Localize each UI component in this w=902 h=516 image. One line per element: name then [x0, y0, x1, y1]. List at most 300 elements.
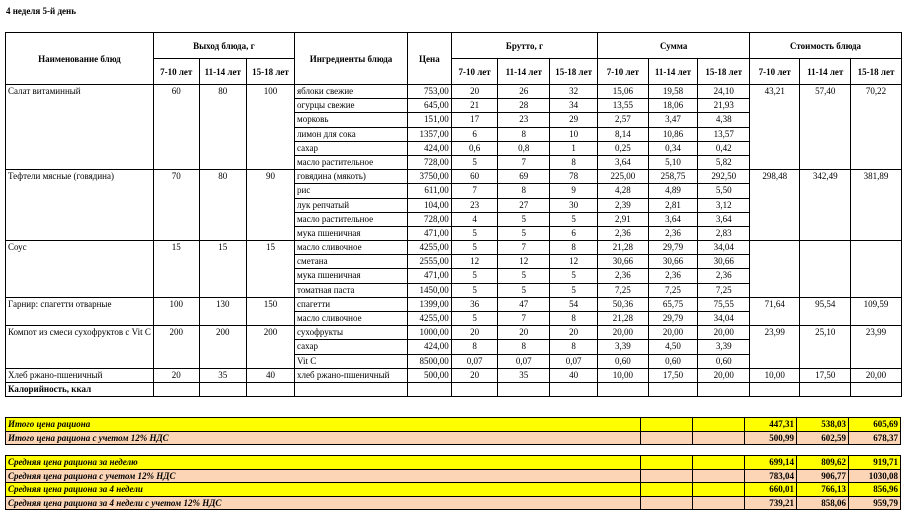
ingredient-name: морковь [295, 113, 408, 127]
sum-value: 21,28 [598, 312, 648, 326]
sum-value: 30,66 [698, 255, 750, 269]
brutto-value: 7 [498, 155, 550, 169]
brutto-value: 29 [550, 113, 598, 127]
dish-cost: 381,89 [851, 170, 902, 241]
ingredient-price: 728,00 [407, 212, 451, 226]
age-header: 7-10 лет [451, 59, 498, 85]
age-header: 11-14 лет [498, 59, 550, 85]
brutto-value: 30 [550, 198, 598, 212]
ingredient-price: 471,00 [407, 226, 451, 240]
ingredient-name: томатная паста [295, 283, 408, 297]
ingredient-name: говядина (мякоть) [295, 170, 408, 184]
dish-cost: 109,59 [851, 297, 902, 325]
dish-cost: 71,64 [750, 297, 800, 325]
empty-cell [698, 382, 750, 396]
summary-row [6, 496, 901, 510]
sum-value: 7,25 [648, 283, 698, 297]
dish-name: Тефтели мясные (говядина) [6, 170, 154, 241]
brutto-value: 54 [550, 297, 598, 311]
summary-value: 906,77 [797, 469, 849, 483]
dish-output: 200 [246, 326, 294, 369]
empty-cell [641, 469, 693, 483]
brutto-value: 5 [498, 226, 550, 240]
brutto-value: 6 [550, 226, 598, 240]
brutto-value: 0,6 [451, 141, 498, 155]
sum-value: 2,36 [648, 269, 698, 283]
dish-cost: 95,54 [800, 297, 851, 325]
empty-cell [797, 445, 849, 456]
brutto-value: 8 [498, 127, 550, 141]
sum-value: 17,50 [648, 368, 698, 382]
summary-row [6, 483, 901, 497]
dish-cost: 43,21 [750, 85, 800, 170]
empty-cell [641, 431, 693, 445]
ingredient-price: 728,00 [407, 155, 451, 169]
brutto-value: 20 [451, 368, 498, 382]
brutto-value: 0,8 [498, 141, 550, 155]
ingredient-price: 471,00 [407, 269, 451, 283]
dish-output: 35 [199, 368, 246, 382]
sum-value: 13,55 [598, 99, 648, 113]
dish-cost: 298,48 [750, 170, 800, 241]
sum-value: 4,89 [648, 184, 698, 198]
sum-value: 65,75 [648, 297, 698, 311]
brutto-value: 5 [451, 283, 498, 297]
brutto-value: 5 [451, 155, 498, 169]
ingredient-price: 1357,00 [407, 127, 451, 141]
empty-cell [641, 445, 693, 456]
dish-name: Компот из смеси сухофруктов с Vit C [6, 326, 154, 369]
sum-value: 4,38 [698, 113, 750, 127]
ingredient-row [6, 170, 902, 184]
summary-value: 858,06 [797, 496, 849, 510]
sum-value: 0,60 [698, 354, 750, 368]
sum-value: 3,39 [598, 340, 648, 354]
ingredient-name: сахар [295, 340, 408, 354]
brutto-value: 23 [498, 113, 550, 127]
brutto-value: 8 [498, 340, 550, 354]
sum-value: 225,00 [598, 170, 648, 184]
brutto-value: 21 [451, 99, 498, 113]
ingredient-name: яблоки свежие [295, 85, 408, 99]
dish-cost: 57,40 [800, 85, 851, 170]
brutto-value: 32 [550, 85, 598, 99]
dish-output: 90 [246, 170, 294, 241]
summary-value: 959,79 [849, 496, 901, 510]
sum-value: 4,50 [648, 340, 698, 354]
sum-value: 20,00 [698, 326, 750, 340]
dish-name: Гарнир: спагетти отварные [6, 297, 154, 325]
dish-cost [800, 241, 851, 298]
age-header: 15-18 лет [851, 59, 902, 85]
sum-value: 19,58 [648, 85, 698, 99]
sum-value: 0,34 [648, 141, 698, 155]
dish-cost: 20,00 [851, 368, 902, 382]
calories-label: Калорийность, ккал [6, 382, 154, 396]
summary-value: 447,31 [745, 418, 797, 432]
empty-cell [407, 382, 451, 396]
dish-output: 40 [246, 368, 294, 382]
ingredient-name: лук репчатый [295, 198, 408, 212]
sum-value: 5,10 [648, 155, 698, 169]
sum-value: 292,50 [698, 170, 750, 184]
brutto-value: 12 [550, 255, 598, 269]
sum-value: 21,28 [598, 241, 648, 255]
header-brutto: Брутто, г [451, 33, 598, 59]
sum-value: 34,04 [698, 241, 750, 255]
sum-value: 75,55 [698, 297, 750, 311]
age-header: 11-14 лет [800, 59, 851, 85]
summary-value: 538,03 [797, 418, 849, 432]
sum-value: 2,36 [648, 226, 698, 240]
ingredient-name: хлеб ржано-пшеничный [295, 368, 408, 382]
summary-label: Средняя цена рациона с учетом 12% НДС [6, 469, 641, 483]
brutto-value: 17 [451, 113, 498, 127]
brutto-value: 6 [451, 127, 498, 141]
sum-value: 5,50 [698, 184, 750, 198]
sum-value: 3,12 [698, 198, 750, 212]
sum-value: 3,39 [698, 340, 750, 354]
brutto-value: 8 [451, 340, 498, 354]
ingredient-name: масло растительное [295, 155, 408, 169]
empty-cell [851, 382, 902, 396]
brutto-value: 7 [498, 312, 550, 326]
brutto-value: 26 [498, 85, 550, 99]
summary-value: 500,99 [745, 431, 797, 445]
ingredient-price: 500,00 [407, 368, 451, 382]
sum-value: 30,66 [598, 255, 648, 269]
empty-cell [745, 445, 797, 456]
sum-value: 21,93 [698, 99, 750, 113]
brutto-value: 69 [498, 170, 550, 184]
sum-value: 3,64 [698, 212, 750, 226]
ingredient-name: мука пшеничная [295, 226, 408, 240]
dish-name: Хлеб ржано-пшеничный [6, 368, 154, 382]
dish-output: 200 [199, 326, 246, 369]
sum-value: 5,82 [698, 155, 750, 169]
brutto-value: 8 [498, 184, 550, 198]
summary-value: 856,96 [849, 483, 901, 497]
brutto-value: 7 [451, 184, 498, 198]
empty-cell [498, 382, 550, 396]
sum-value: 2,91 [598, 212, 648, 226]
age-header: 15-18 лет [550, 59, 598, 85]
summary-value: 919,71 [849, 456, 901, 470]
brutto-value: 5 [550, 283, 598, 297]
empty-cell [6, 445, 641, 456]
brutto-value: 60 [451, 170, 498, 184]
ingredient-name: рис [295, 184, 408, 198]
empty-cell [641, 496, 693, 510]
dish-output: 130 [199, 297, 246, 325]
calories-row [6, 382, 902, 396]
ingredient-price: 3750,00 [407, 170, 451, 184]
brutto-value: 5 [451, 226, 498, 240]
brutto-value: 0,07 [550, 354, 598, 368]
sum-value: 7,25 [598, 283, 648, 297]
sum-value: 4,28 [598, 184, 648, 198]
summary-value: 766,13 [797, 483, 849, 497]
summary-value: 699,14 [745, 456, 797, 470]
empty-cell [750, 382, 800, 396]
brutto-value: 28 [498, 99, 550, 113]
brutto-value: 5 [550, 269, 598, 283]
sum-value: 50,36 [598, 297, 648, 311]
header-cost: Стоимость блюда [750, 33, 902, 59]
header-ingredients: Ингредиенты блюда [295, 33, 408, 85]
dish-cost: 23,99 [750, 326, 800, 369]
summary-value: 678,37 [849, 431, 901, 445]
brutto-value: 5 [550, 212, 598, 226]
sum-value: 0,25 [598, 141, 648, 155]
dish-output: 60 [153, 85, 199, 170]
empty-cell [693, 469, 745, 483]
ingredient-price: 1000,00 [407, 326, 451, 340]
ingredient-row [6, 241, 902, 255]
dish-output: 15 [199, 241, 246, 298]
sum-value: 18,06 [648, 99, 698, 113]
ingredient-name: спагетти [295, 297, 408, 311]
empty-cell [693, 456, 745, 470]
brutto-value: 8 [550, 155, 598, 169]
ingredient-price: 4255,00 [407, 241, 451, 255]
sum-value: 3,64 [598, 155, 648, 169]
ingredient-price: 753,00 [407, 85, 451, 99]
ingredient-price: 2555,00 [407, 255, 451, 269]
sum-value: 29,79 [648, 241, 698, 255]
brutto-value: 10 [550, 127, 598, 141]
sum-value: 0,60 [598, 354, 648, 368]
summary-row [6, 418, 901, 432]
sum-value: 2,81 [648, 198, 698, 212]
age-header: 7-10 лет [750, 59, 800, 85]
header-output: Выход блюда, г [153, 33, 294, 59]
brutto-value: 5 [451, 312, 498, 326]
ingredient-name: сахар [295, 141, 408, 155]
brutto-value: 8 [550, 241, 598, 255]
empty-cell [800, 382, 851, 396]
ingredient-row [6, 297, 902, 311]
age-header: 15-18 лет [698, 59, 750, 85]
sum-value: 30,66 [648, 255, 698, 269]
age-header: 11-14 лет [199, 59, 246, 85]
brutto-value: 5 [498, 283, 550, 297]
brutto-value: 35 [498, 368, 550, 382]
empty-cell [451, 382, 498, 396]
sum-value: 10,86 [648, 127, 698, 141]
sum-value: 2,36 [598, 269, 648, 283]
sheet-title: 4 неделя 5-й день [6, 6, 76, 16]
empty-cell [295, 382, 408, 396]
dish-output: 150 [246, 297, 294, 325]
empty-cell [246, 382, 294, 396]
brutto-value: 1 [550, 141, 598, 155]
sum-value: 8,14 [598, 127, 648, 141]
header-dish: Наименование блюд [6, 33, 154, 85]
brutto-value: 20 [498, 326, 550, 340]
ingredient-price: 1399,00 [407, 297, 451, 311]
brutto-value: 40 [550, 368, 598, 382]
header-price: Цена [407, 33, 451, 85]
brutto-value: 23 [451, 198, 498, 212]
age-header: 15-18 лет [246, 59, 294, 85]
header-sum: Сумма [598, 33, 750, 59]
sum-value: 2,83 [698, 226, 750, 240]
sum-value: 3,64 [648, 212, 698, 226]
dish-name: Салат витаминный [6, 85, 154, 170]
age-header: 7-10 лет [598, 59, 648, 85]
summary-body [6, 418, 901, 510]
ingredient-name: масло растительное [295, 212, 408, 226]
ingredient-price: 611,00 [407, 184, 451, 198]
summary-value: 739,21 [745, 496, 797, 510]
ingredient-name: мука пшеничная [295, 269, 408, 283]
summary-value: 809,62 [797, 456, 849, 470]
empty-cell [693, 445, 745, 456]
dish-cost: 25,10 [800, 326, 851, 369]
sum-value: 20,00 [598, 326, 648, 340]
dish-output: 20 [153, 368, 199, 382]
summary-value: 602,59 [797, 431, 849, 445]
sum-value: 24,10 [698, 85, 750, 99]
dish-output: 80 [199, 85, 246, 170]
brutto-value: 5 [451, 241, 498, 255]
dish-output: 200 [153, 326, 199, 369]
brutto-value: 8 [550, 340, 598, 354]
brutto-value: 78 [550, 170, 598, 184]
summary-value: 605,69 [849, 418, 901, 432]
summary-table [5, 417, 901, 510]
sum-value: 20,00 [648, 326, 698, 340]
sum-value: 2,57 [598, 113, 648, 127]
age-header: 11-14 лет [648, 59, 698, 85]
dish-cost: 342,49 [800, 170, 851, 241]
sum-value: 2,36 [598, 226, 648, 240]
empty-cell [693, 483, 745, 497]
brutto-value: 36 [451, 297, 498, 311]
ingredient-name: сухофрукты [295, 326, 408, 340]
summary-value: 1030,08 [849, 469, 901, 483]
ingredient-price: 424,00 [407, 141, 451, 155]
brutto-value: 20 [451, 85, 498, 99]
dish-output: 100 [153, 297, 199, 325]
sum-value: 2,39 [598, 198, 648, 212]
menu-table [5, 32, 902, 397]
ingredient-price: 151,00 [407, 113, 451, 127]
sum-value: 258,75 [648, 170, 698, 184]
empty-cell [693, 418, 745, 432]
brutto-value: 12 [451, 255, 498, 269]
summary-label: Итого цена рациона с учетом 12% НДС [6, 431, 641, 445]
summary-label: Итого цена рациона [6, 418, 641, 432]
brutto-value: 27 [498, 198, 550, 212]
dish-output: 100 [246, 85, 294, 170]
ingredient-row [6, 85, 902, 99]
empty-cell [641, 456, 693, 470]
empty-cell [648, 382, 698, 396]
brutto-value: 5 [451, 269, 498, 283]
sum-value: 3,47 [648, 113, 698, 127]
empty-cell [693, 431, 745, 445]
age-header: 7-10 лет [153, 59, 199, 85]
sum-value: 0,42 [698, 141, 750, 155]
empty-cell [641, 418, 693, 432]
summary-row [6, 456, 901, 470]
summary-label: Средняя цена рациона за 4 недели [6, 483, 641, 497]
sum-value: 15,06 [598, 85, 648, 99]
ingredient-name: лимон для сока [295, 127, 408, 141]
ingredient-row [6, 326, 902, 340]
ingredient-name: масло сливочное [295, 241, 408, 255]
sum-value: 13,57 [698, 127, 750, 141]
sum-value: 10,00 [598, 368, 648, 382]
ingredient-price: 1450,00 [407, 283, 451, 297]
dish-output: 15 [153, 241, 199, 298]
brutto-value: 8 [550, 312, 598, 326]
brutto-value: 0,07 [451, 354, 498, 368]
brutto-value: 47 [498, 297, 550, 311]
brutto-value: 20 [550, 326, 598, 340]
ingredient-price: 645,00 [407, 99, 451, 113]
spacer-row [6, 445, 901, 456]
ingredient-row [6, 368, 902, 382]
dish-cost: 70,22 [851, 85, 902, 170]
ingredient-price: 104,00 [407, 198, 451, 212]
sum-value: 2,36 [698, 269, 750, 283]
ingredient-name: масло сливочное [295, 312, 408, 326]
brutto-value: 9 [550, 184, 598, 198]
dish-output: 80 [199, 170, 246, 241]
ingredient-price: 8500,00 [407, 354, 451, 368]
dish-cost: 23,99 [851, 326, 902, 369]
brutto-value: 5 [498, 269, 550, 283]
empty-cell [693, 496, 745, 510]
ingredient-price: 4255,00 [407, 312, 451, 326]
empty-cell [641, 483, 693, 497]
summary-row [6, 469, 901, 483]
dish-output: 70 [153, 170, 199, 241]
sum-value: 7,25 [698, 283, 750, 297]
menu-body [6, 85, 902, 397]
brutto-value: 20 [451, 326, 498, 340]
summary-label: Средняя цена рациона за неделю [6, 456, 641, 470]
sum-value: 20,00 [698, 368, 750, 382]
dish-cost: 17,50 [800, 368, 851, 382]
summary-value: 660,01 [745, 483, 797, 497]
dish-cost [750, 241, 800, 298]
summary-label: Средняя цена рациона за 4 недели с учетом 12% НДС [6, 496, 641, 510]
dish-cost [851, 241, 902, 298]
ingredient-price: 424,00 [407, 340, 451, 354]
dish-name: Соус [6, 241, 154, 298]
empty-cell [550, 382, 598, 396]
brutto-value: 7 [498, 241, 550, 255]
brutto-value: 12 [498, 255, 550, 269]
ingredient-name: сметана [295, 255, 408, 269]
sum-value: 29,79 [648, 312, 698, 326]
empty-cell [598, 382, 648, 396]
brutto-value: 5 [498, 212, 550, 226]
brutto-value: 4 [451, 212, 498, 226]
summary-value: 783,04 [745, 469, 797, 483]
empty-cell [199, 382, 246, 396]
sum-value: 34,04 [698, 312, 750, 326]
summary-row [6, 431, 901, 445]
ingredient-name: Vit C [295, 354, 408, 368]
dish-cost: 10,00 [750, 368, 800, 382]
dish-output: 15 [246, 241, 294, 298]
brutto-value: 0,07 [498, 354, 550, 368]
